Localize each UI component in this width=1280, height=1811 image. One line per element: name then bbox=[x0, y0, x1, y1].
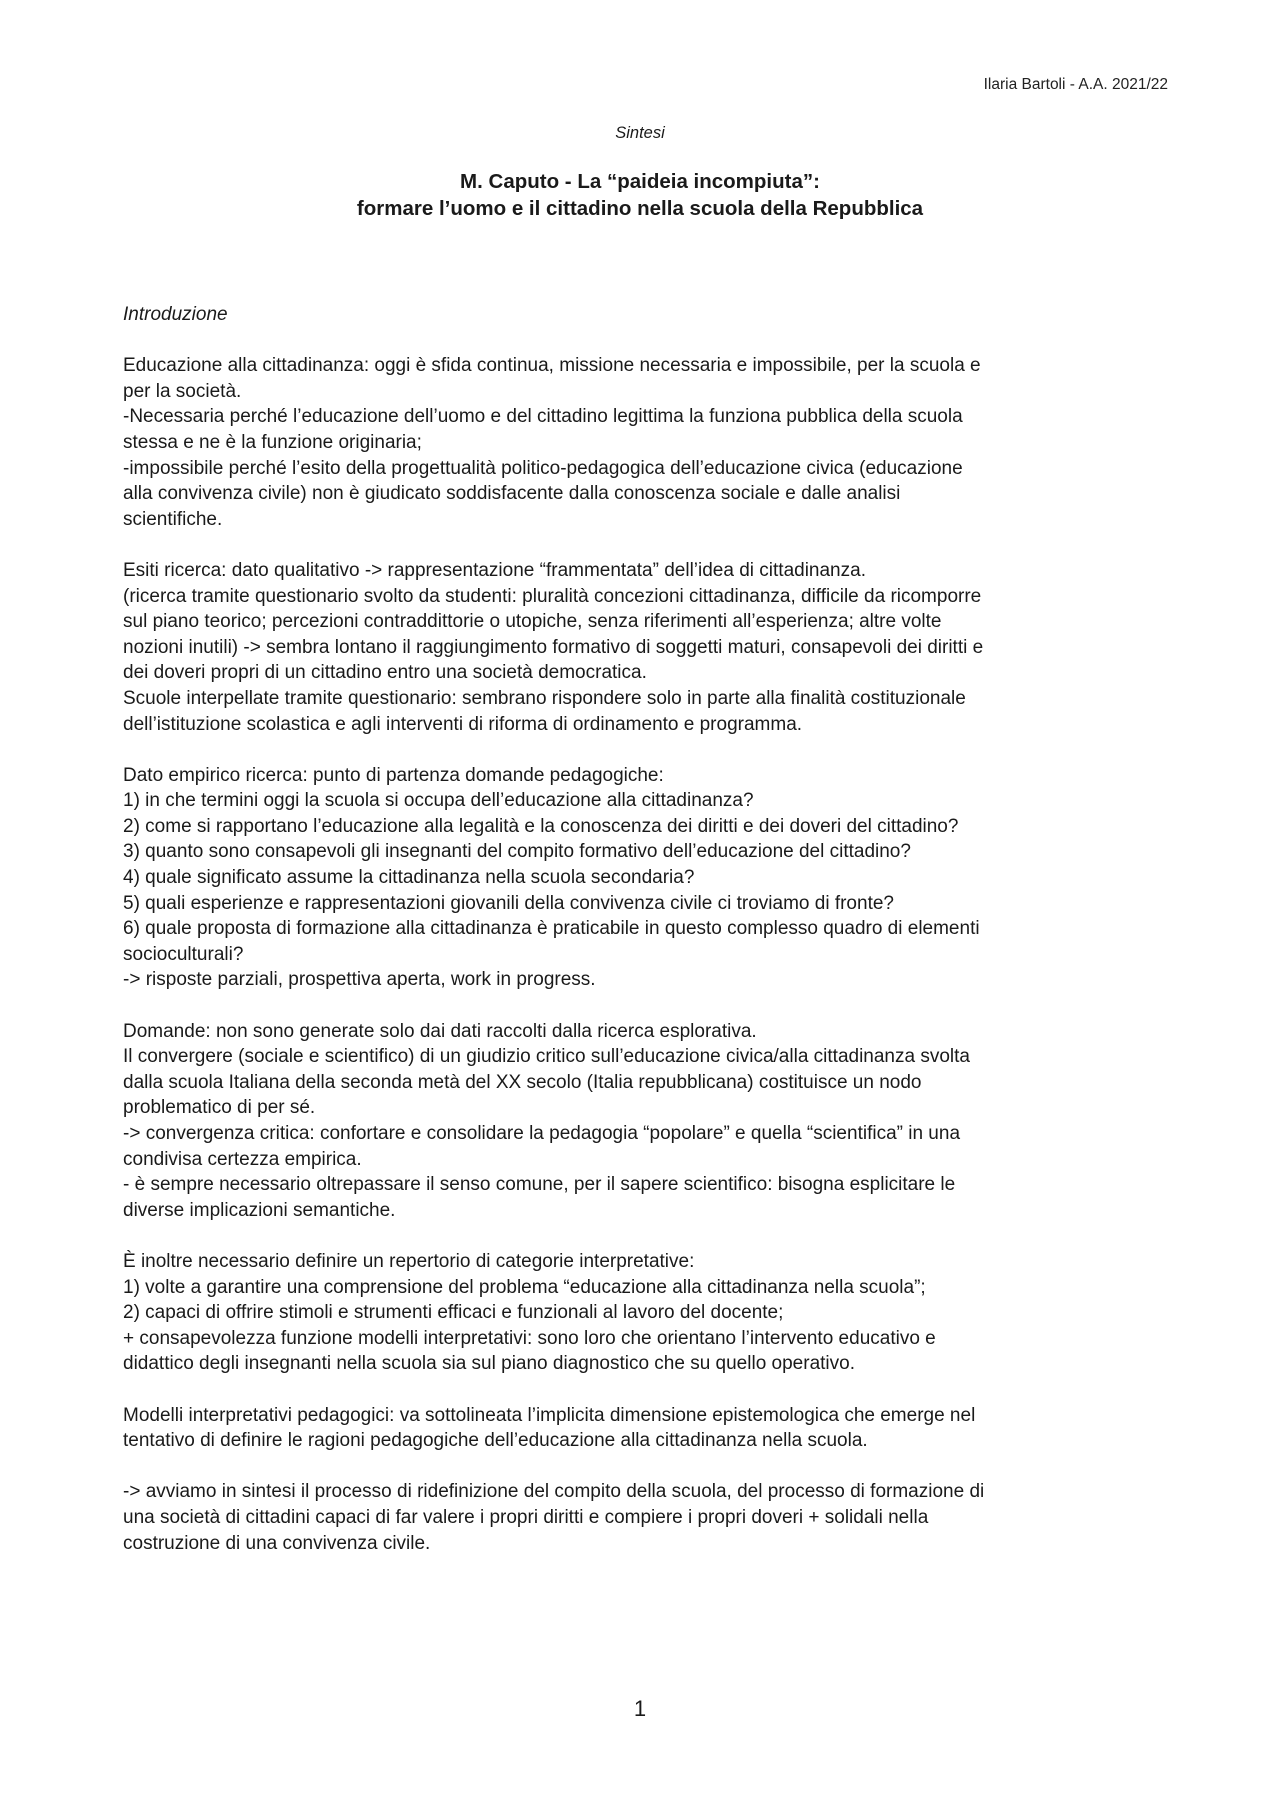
text-line: dalla scuola Italiana della seconda metà del XX secolo (Italia repubblicana) costituisce un nodo bbox=[123, 1071, 922, 1093]
text-line: Educazione alla cittadinanza: oggi è sfida continua, missione necessaria e impossibile, per la scuola e bbox=[123, 355, 981, 377]
text-line: -> avviamo in sintesi il processo di ridefinizione del compito della scuola, del processo di formazione di bbox=[123, 1481, 985, 1503]
text-line: Il convergere (sociale e scientifico) di un giudizio critico sull’educazione civica/alla cittadinanza svolta bbox=[123, 1046, 970, 1068]
paragraph bbox=[123, 558, 1163, 737]
text-line: 3) quanto sono consapevoli gli insegnanti del compito formativo dell’educazione del cittadino? bbox=[123, 841, 911, 863]
title-line-1: M. Caputo - La “paideia incompiuta”: bbox=[460, 170, 820, 193]
text-line: per la società. bbox=[123, 380, 242, 402]
text-line: condivisa certezza empirica. bbox=[123, 1148, 362, 1170]
text-line: 6) quale proposta di formazione alla cittadinanza è praticabile in questo complesso quadro di elementi bbox=[123, 918, 980, 940]
paragraph bbox=[123, 1019, 1163, 1224]
text-line: costruzione di una convivenza civile. bbox=[123, 1532, 431, 1554]
text-line: Esiti ricerca: dato qualitativo -> rappresentazione “frammentata” dell’idea di cittadinanza. bbox=[123, 559, 866, 581]
title-line-2: formare l’uomo e il cittadino nella scuola della Repubblica bbox=[356, 197, 924, 220]
text-line: una società di cittadini capaci di far valere i propri diritti e compiere i propri doveri + solidali nella bbox=[123, 1506, 929, 1528]
text-line: È inoltre necessario definire un repertorio di categorie interpretative: bbox=[123, 1250, 695, 1272]
text-line: problematico di per sé. bbox=[123, 1097, 316, 1119]
text-line: nozioni inutili) -> sembra lontano il raggiungimento formativo di soggetti maturi, consapevoli dei diritti e bbox=[123, 636, 984, 658]
text-line: 2) come si rapportano l’educazione alla legalità e la conoscenza dei diritti e dei doveri del cittadino? bbox=[123, 815, 959, 837]
document-body bbox=[123, 302, 1163, 1582]
text-line: 2) capaci di offrire stimoli e strumenti efficaci e funzionali al lavoro del docente; bbox=[123, 1302, 784, 1324]
text-line: sul piano teorico; percezioni contraddittorie o utopiche, senza riferimenti all’esperienza; altre volte bbox=[123, 611, 942, 633]
text-line: Scuole interpellate tramite questionario: sembrano rispondere solo in parte alla finalità costituzionale bbox=[123, 687, 966, 709]
text-line: -Necessaria perché l’educazione dell’uomo e del cittadino legittima la funziona pubblica della scuola bbox=[123, 406, 963, 428]
text-line: didattico degli insegnanti nella scuola sia sul piano diagnostico che su quello operativo. bbox=[123, 1353, 855, 1375]
paragraph bbox=[123, 353, 1163, 532]
author-header: Ilaria Bartoli - A.A. 2021/22 bbox=[983, 76, 1168, 93]
paragraph bbox=[123, 1249, 1163, 1377]
text-line: 4) quale significato assume la cittadinanza nella scuola secondaria? bbox=[123, 867, 695, 889]
text-line: Domande: non sono generate solo dai dati raccolti dalla ricerca esplorativa. bbox=[123, 1020, 757, 1042]
document-subtitle: Sintesi bbox=[615, 124, 665, 142]
text-line: Dato empirico ricerca: punto di partenza domande pedagogiche: bbox=[123, 764, 664, 786]
text-line: 5) quali esperienze e rappresentazioni giovanili della convivenza civile ci troviamo di fronte? bbox=[123, 892, 894, 914]
paragraph-list bbox=[123, 353, 1163, 1556]
section-heading: Introduzione bbox=[123, 304, 228, 325]
text-line: tentativo di definire le ragioni pedagogiche dell’educazione alla cittadinanza nella scuola. bbox=[123, 1430, 868, 1452]
text-line: diverse implicazioni semantiche. bbox=[123, 1199, 396, 1221]
text-line: stessa e ne è la funzione originaria; bbox=[123, 431, 422, 453]
page-number: 1 bbox=[633, 1696, 647, 1721]
document-title bbox=[0, 168, 1280, 222]
text-line: 1) in che termini oggi la scuola si occupa dell’educazione alla cittadinanza? bbox=[123, 790, 754, 812]
paragraph bbox=[123, 1403, 1163, 1454]
text-line: + consapevolezza funzione modelli interpretativi: sono loro che orientano l’intervento educativo e bbox=[123, 1327, 936, 1349]
text-line: Modelli interpretativi pedagogici: va sottolineata l’implicita dimensione epistemologica che emerge nel bbox=[123, 1404, 976, 1426]
text-line: -> convergenza critica: confortare e consolidare la pedagogia “popolare” e quella “scientifica” in una bbox=[123, 1123, 961, 1144]
paragraph bbox=[123, 1479, 1163, 1556]
text-line: scientifiche. bbox=[123, 508, 223, 530]
paragraph bbox=[123, 763, 1163, 993]
text-line: -> risposte parziali, prospettiva aperta, work in progress. bbox=[123, 969, 596, 991]
text-line: -impossibile perché l’esito della progettualità politico-pedagogica dell’educazione civica (educazione bbox=[123, 457, 963, 479]
text-line: 1) volte a garantire una comprensione del problema “educazione alla cittadinanza nella scuola”; bbox=[123, 1276, 926, 1298]
text-line: - è sempre necessario oltrepassare il senso comune, per il sapere scientifico: bisogna esplicitare le bbox=[123, 1174, 956, 1196]
text-line: alla convivenza civile) non è giudicato soddisfacente dalla conoscenza sociale e dalle analisi bbox=[123, 483, 901, 505]
text-line: (ricerca tramite questionario svolto da studenti: pluralità concezioni cittadinanza, difficile da ricomporre bbox=[123, 585, 982, 607]
text-line: dell’istituzione scolastica e agli interventi di riforma di ordinamento e programma. bbox=[123, 713, 803, 735]
text-line: dei doveri propri di un cittadino entro una società democratica. bbox=[123, 662, 647, 684]
text-line: socioculturali? bbox=[123, 943, 244, 965]
